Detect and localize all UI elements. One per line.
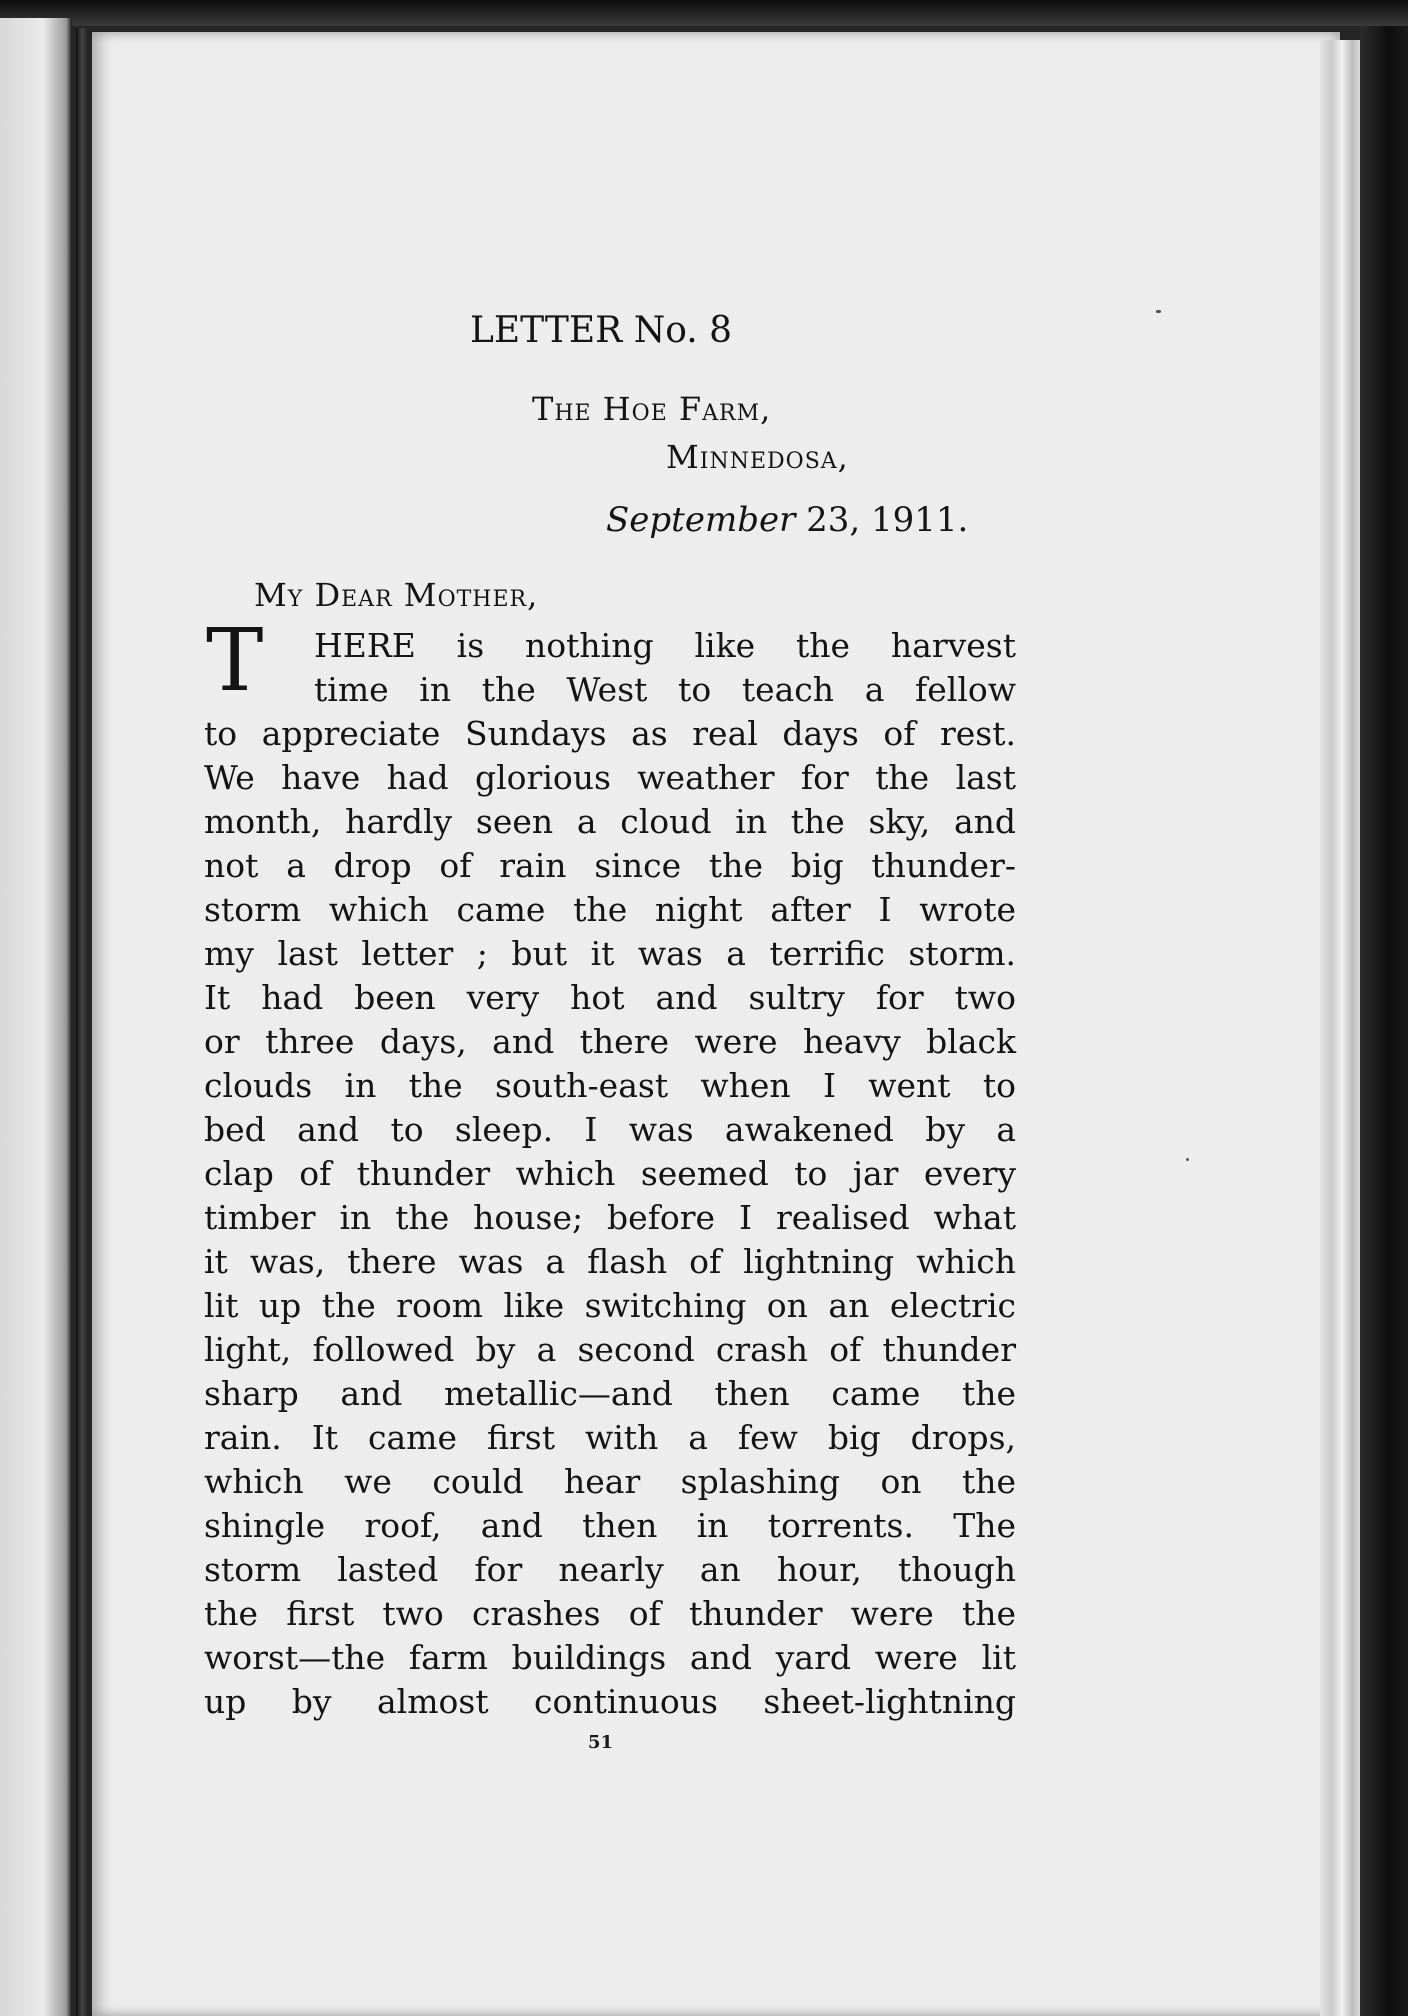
book-gutter <box>76 28 88 2016</box>
body-line: the first two crashes of thunder were the <box>204 1594 1016 1633</box>
paper-speck <box>1186 1158 1189 1161</box>
date-month: September <box>606 500 796 540</box>
body-line: storm which came the night after I wrote <box>204 890 1016 929</box>
book-cover-edge <box>1360 26 1408 2016</box>
page-number: 51 <box>588 1732 614 1753</box>
body-line: shingle roof, and then in torrents. The <box>204 1506 1016 1545</box>
body-line: my last letter ; but it was a terrific storm. <box>204 934 1016 973</box>
facing-page-edge <box>0 18 72 2016</box>
body-line: clap of thunder which seemed to jar every <box>204 1154 1016 1193</box>
body-line: worst—the farm buildings and yard were lit <box>204 1638 1016 1677</box>
body-line: sharp and metallic—and then came the <box>204 1374 1016 1413</box>
body-line: or three days, and there were heavy black <box>204 1022 1016 1061</box>
body-line: HERE is nothing like the harvest <box>314 626 1016 665</box>
address-line-farm: The Hoe Farm, <box>532 390 772 428</box>
address-line-town: Minnedosa, <box>666 438 849 476</box>
body-line: lit up the room like switching on an electric <box>204 1286 1016 1325</box>
body-line: it was, there was a flash of lightning which <box>204 1242 1016 1281</box>
page-stack-edge <box>1320 40 1360 2016</box>
body-line: timber in the house; before I realised what <box>204 1198 1016 1237</box>
body-line: to appreciate Sundays as real days of rest. <box>204 714 1016 753</box>
drop-cap: T <box>206 611 264 711</box>
paper-speck <box>1156 310 1161 313</box>
body-line: rain. It came first with a few big drops, <box>204 1418 1016 1457</box>
letter-date <box>606 500 968 540</box>
body-line: which we could hear splashing on the <box>204 1462 1016 1501</box>
body-line: up by almost continuous sheet-lightning <box>204 1682 1016 1721</box>
date-day-year: 23, 1911. <box>795 500 969 540</box>
body-line: time in the West to teach a fellow <box>314 670 1016 709</box>
scan-top-edge <box>0 0 1408 26</box>
body-line: It had been very hot and sultry for two <box>204 978 1016 1017</box>
letter-heading: LETTER No. 8 <box>470 310 733 351</box>
body-line: clouds in the south-east when I went to <box>204 1066 1016 1105</box>
body-line: bed and to sleep. I was awakened by a <box>204 1110 1016 1149</box>
body-line: light, followed by a second crash of thunder <box>204 1330 1016 1369</box>
body-line: storm lasted for nearly an hour, though <box>204 1550 1016 1589</box>
body-line: not a drop of rain since the big thunder- <box>204 846 1016 885</box>
salutation: My Dear Mother, <box>254 576 539 614</box>
body-line: month, hardly seen a cloud in the sky, and <box>204 802 1016 841</box>
body-line: We have had glorious weather for the last <box>204 758 1016 797</box>
